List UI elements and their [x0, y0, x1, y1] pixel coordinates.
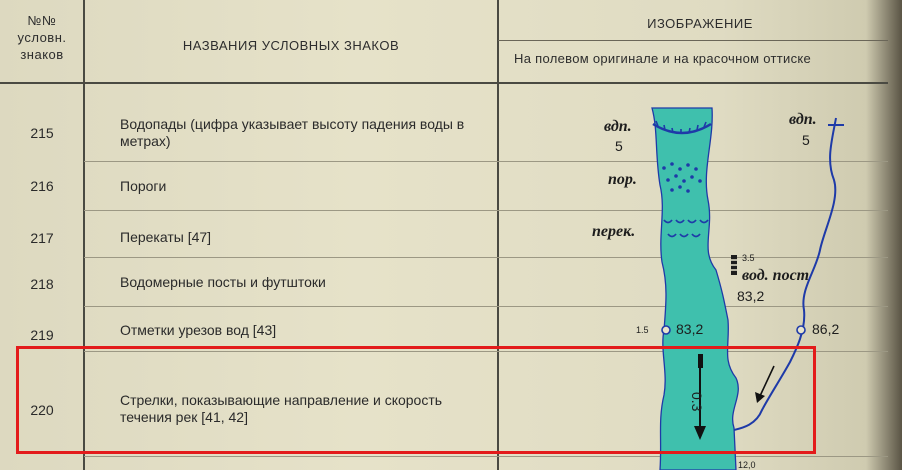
rapids-label: пор. — [608, 171, 637, 188]
row-number: 216 — [30, 178, 54, 194]
row-name: Водомерные посты и футштоки — [120, 274, 326, 290]
header-image-sub: На полевом оригинале и на красочном оттиске — [514, 51, 812, 66]
header-names: НАЗВАНИЯ УСЛОВНЫХ ЗНАКОВ — [182, 38, 400, 53]
waterfall-height-right: 5 — [802, 132, 810, 148]
riffles-label: перек. — [592, 223, 636, 240]
row-number: 217 — [30, 230, 54, 246]
row-name: Водопады (цифра указывает высоту падения воды в метрах) — [120, 116, 465, 149]
bottom-partial-value: 12,0 — [738, 460, 756, 470]
elevation-value-right: 86,2 — [812, 321, 840, 337]
header-number-line1: №№ — [27, 13, 57, 28]
header-number-line3: знаков — [20, 47, 64, 62]
waterfall-label-right: вдп. — [789, 111, 817, 128]
row-220-highlight — [16, 346, 816, 454]
waterfall-height: 5 — [615, 138, 623, 154]
elevation-small-value: 1.5 — [636, 325, 649, 335]
header-image: ИЗОБРАЖЕНИЕ — [647, 16, 753, 31]
gauge-value: 83,2 — [737, 288, 765, 304]
elevation-value-left: 83,2 — [676, 321, 704, 337]
row-number: 219 — [30, 327, 54, 343]
row-name: Пороги — [120, 178, 167, 194]
elevation-circle-left — [662, 326, 670, 334]
flow-speed: 0.3 — [689, 392, 705, 412]
gauge-small-value: 3.5 — [742, 253, 755, 263]
header-number-line2: условн. — [17, 30, 67, 45]
row-number: 215 — [30, 125, 54, 141]
row-number: 218 — [30, 276, 54, 292]
row-name: Стрелки, показывающие направление и скорость течения рек [41, 42] — [120, 392, 443, 425]
row-number: 220 — [30, 402, 54, 418]
waterfall-label: вдп. — [604, 118, 632, 135]
gauge-label: вод. пост — [742, 267, 810, 284]
row-name: Перекаты [47] — [120, 229, 212, 245]
row-name: Отметки урезов вод [43] — [120, 322, 277, 338]
elevation-circle-right — [797, 326, 805, 334]
